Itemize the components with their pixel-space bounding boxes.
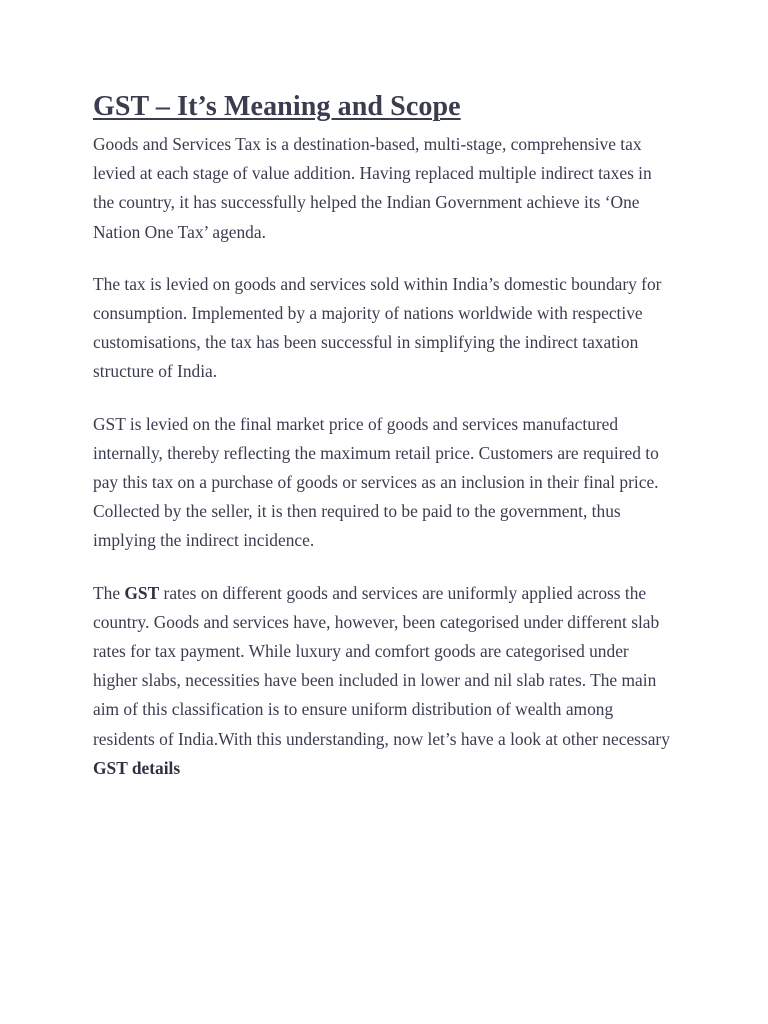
paragraph-3: GST is levied on the final market price of goods and services manufactured internally, thereby reflecting the maximum retail price. Customers are required to pay this tax on a purchase of goods or services as an inclusion in their final price. Collected by the seller, it is then required to be paid to the government, thus implying the indirect incidence. <box>93 413 659 551</box>
page-title: GST – It’s Meaning and Scope <box>93 91 461 122</box>
paragraph-2: The tax is levied on goods and services sold within India’s domestic boundary for consumption. Implemented by a majority of nations worldwide with respective customisations, the tax has been successful in simplifying the indirect taxation structure of India. <box>93 273 662 382</box>
paragraph-4 <box>93 579 676 783</box>
gst-details-bold-term: GST details <box>93 757 181 778</box>
gst-bold-term: GST <box>124 582 160 603</box>
paragraph-4-intro: The <box>93 582 125 603</box>
paragraph-1: Goods and Services Tax is a destination-based, multi-stage, comprehensive tax levied at each stage of value addition. Having replaced multiple indirect taxes in the country, it has successfully helped the Indian Government achieve its ‘One Nation One Tax’ agenda. <box>93 134 652 242</box>
paragraph-4-body: rates on different goods and services are uniformly applied across the country. Goods and services have, however, been categorised under different slab rates for tax payment. While luxury and comfort goods are categorised under higher slabs, necessities have been included in lower and nil slab rates. The main aim of this classification is to ensure uniform distribution of wealth among residents of India.With this understanding, now let’s have a look at other necessary <box>93 582 670 749</box>
